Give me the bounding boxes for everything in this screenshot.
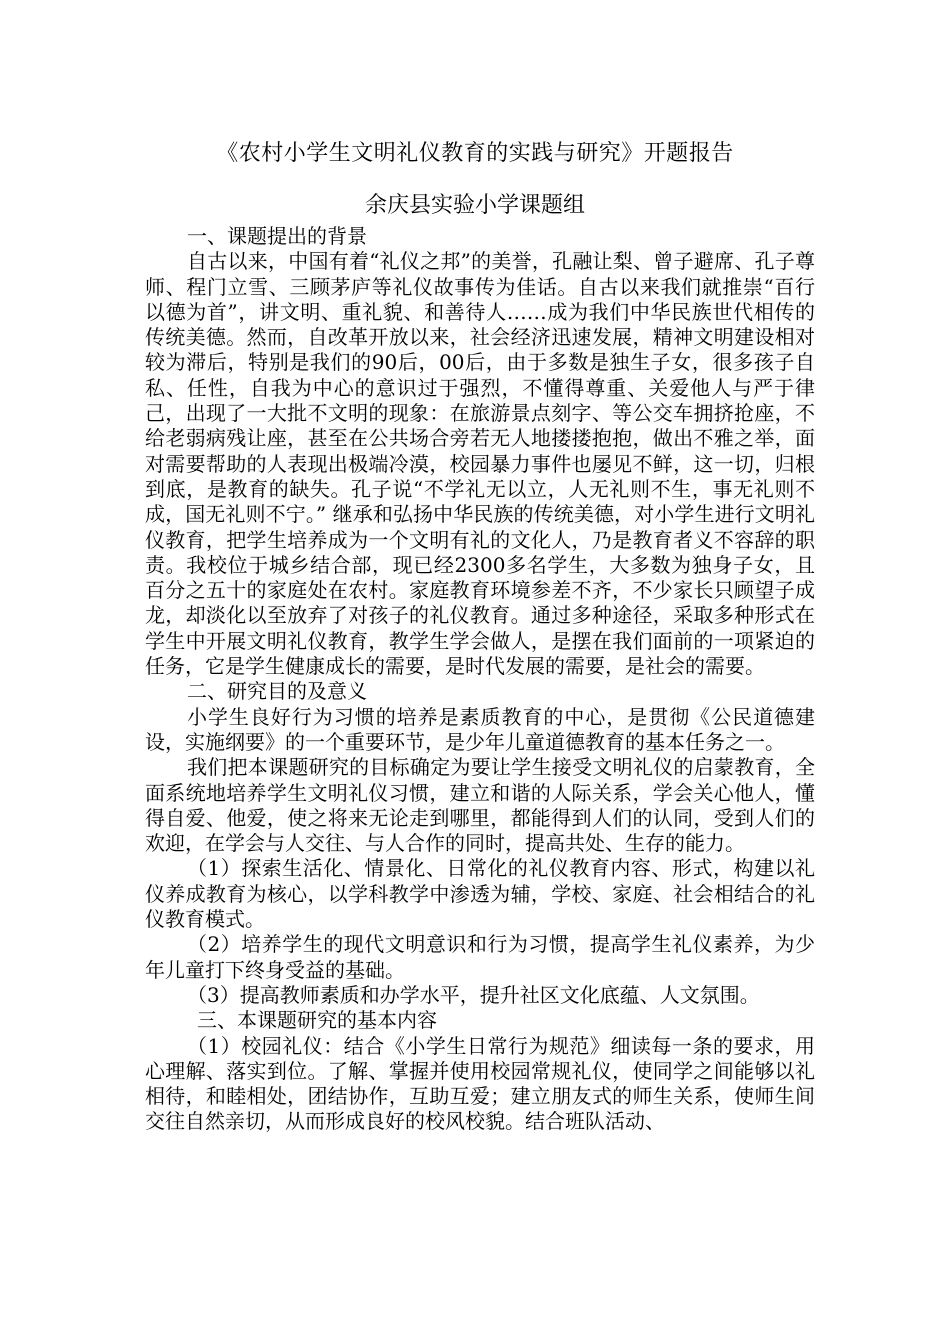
section-3-paragraph: （1）校园礼仪：结合《小学生日常行为规范》细读每一条的要求，用心理解、落实到位。了解、掌握并使用校园常规礼仪，使同学之间能够以礼相待，和睦相处，团结协作，互助互爱；建立朋友式的师生关系，使师生间交往自然亲切，从而形成良好的校风校貌。结合班队活动、 xyxy=(145,1033,815,1134)
section-2-heading: 二、研究目的及意义 xyxy=(187,679,367,704)
section-2-item-3: （3）提高教师素质和办学水平，提升社区文化底蕴、人文氛围。 xyxy=(187,982,760,1007)
document-title: 《农村小学生文明礼仪教育的实践与研究》开题报告 xyxy=(216,141,734,166)
section-2-item-2: （2）培养学生的现代文明意识和行为习惯，提高学生礼仪素养，为少年儿童打下终身受益的基础。 xyxy=(145,932,815,982)
section-1-paragraph: 自古以来，中国有着“礼仪之邦”的美誉，孔融让梨、曾子避席、孔子尊师、程门立雪、三顾茅庐等礼仪故事传为佳话。自古以来我们就推崇“百行以德为首”，讲文明、重礼貌、和善待人……成为我们中华民族世代相传的传统美德。然而，自改革开放以来，社会经济迅速发展，精神文明建设相对较为滞后，特别是我们的90后，00后，由于多数是独生子女，很多孩子自私、任性，自我为中心的意识过于强烈，不懂得尊重、关爱他人与严于律己，出现了一大批不文明的现象：在旅游景点刻字、等公交车拥挤抢座，不给老弱病残让座，甚至在公共场合旁若无人地搂搂抱抱，做出不雅之举，面对需要帮助的人表现出极端冷漠，校园暴力事件也屡见不鲜，这一切，归根到底，是教育的缺失。孔子说“不学礼无以立，人无礼则不生，事无礼则不成，国无礼则不宁。” 继承和弘扬中华民族的传统美德，对小学生进行文明礼仪教育，把学生培养成为一个文明有礼的文化人，乃是教育者义不容辞的职责。我校位于城乡结合部，现已经2300多名学生，大多数为独身子女，且百分之五十的家庭处在农村。家庭教育环境参差不齐，不少家长只顾望子成龙，却淡化以至放弃了对孩子的礼仪教育。通过多种途径，采取多种形式在学生中开展文明礼仪教育，教学生学会做人，是摆在我们面前的一项紧迫的任务，它是学生健康成长的需要，是时代发展的需要，是社会的需要。 xyxy=(145,249,815,679)
section-2-paragraph-1: 小学生良好行为习惯的培养是素质教育的中心，是贯彻《公民道德建设，实施纲要》的一个重要环节，是少年儿童道德教育的基本任务之一。 xyxy=(145,704,815,754)
section-2-paragraph-2: 我们把本课题研究的目标确定为要让学生接受文明礼仪的启蒙教育，全面系统地培养学生文明礼仪习惯，建立和谐的人际关系，学会关心他人，懂得自爱、他爱，使之将来无论走到哪里，都能得到人们的认同，受到人们的欢迎，在学会与人交往、与人合作的同时，提高共处、生存的能力。 xyxy=(145,755,815,856)
document-author: 余庆县实验小学课题组 xyxy=(364,193,585,218)
document-body xyxy=(145,224,815,1135)
section-3-heading: 三、本课题研究的基本内容 xyxy=(197,1008,437,1033)
section-1-heading: 一、课题提出的背景 xyxy=(187,224,367,248)
section-2-item-1: （1）探索生活化、情景化、日常化的礼仪教育内容、形式，构建以礼仪养成教育为核心，以学科教学中渗透为辅，学校、家庭、社会相结合的礼仪教育模式。 xyxy=(145,856,815,932)
